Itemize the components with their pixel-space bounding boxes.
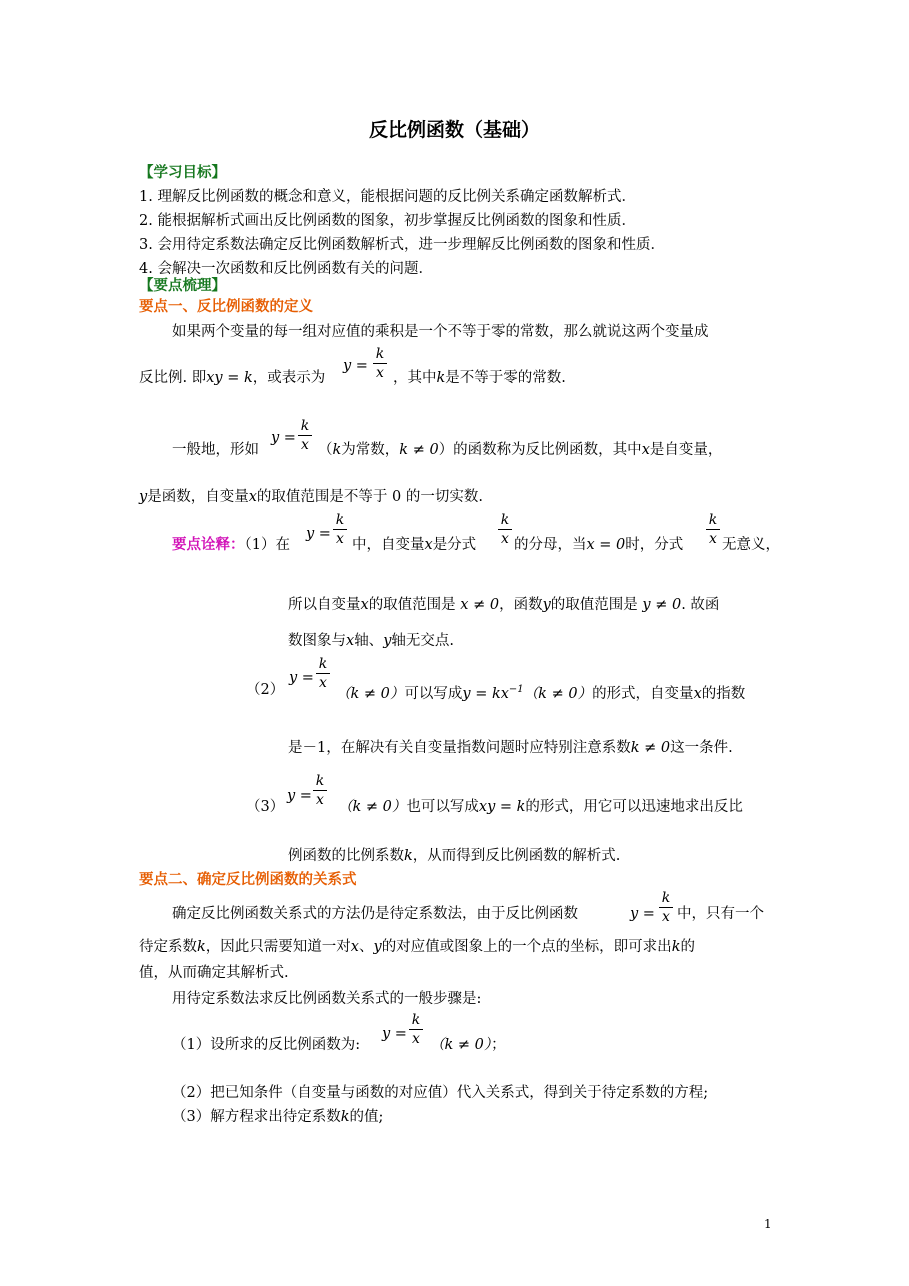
text: （3） [246, 799, 285, 815]
text: ，或表示为 [252, 370, 326, 386]
text: 的形式，自变量 [592, 685, 694, 702]
text: 这一条件. [670, 740, 733, 756]
text: 值，从而确定其解析式. [139, 965, 289, 981]
text: 的值; [349, 1109, 384, 1125]
math-k-neq-0: k ≠ 0 [399, 442, 439, 458]
text: 是函数，自变量 [147, 489, 249, 505]
text: ，其中 [393, 370, 437, 386]
paragraph-line [393, 368, 566, 388]
text: 轴无交点. [391, 633, 454, 649]
math-y-eq: y = [343, 358, 368, 374]
math-x: x [360, 597, 369, 613]
math-k-neq-0: k ≠ 0 [630, 740, 671, 756]
text: 可以写成 [404, 685, 463, 702]
frac-den: x [709, 531, 717, 547]
text: 无意义， [722, 537, 780, 553]
paragraph-line [514, 535, 683, 555]
text: （1）在 [244, 537, 290, 553]
math-x-eq-0: x = 0 [586, 537, 626, 553]
text: 是不等于零的常数. [445, 370, 566, 386]
text: ，因此只需要知道一对 [205, 939, 351, 955]
summary-heading: 【要点梳理】 [139, 278, 226, 294]
math-y-eq: y = [271, 430, 296, 446]
frac-bar [313, 790, 327, 791]
math-x-neq-0: x ≠ 0 [460, 597, 500, 613]
goal-item: 4. 会解决一次函数和反比例函数有关的问题． [139, 261, 433, 277]
frac-num: k [500, 512, 510, 528]
math-xyk: xy = k [206, 370, 253, 386]
text: 的取值范围是 [550, 597, 638, 613]
math-y: y [139, 489, 148, 505]
frac-bar [373, 363, 387, 364]
goal-item: 1. 理解反比例函数的概念和意义，能根据问题的反比例关系确定函数解析式． [139, 189, 636, 205]
paragraph-line [338, 797, 743, 817]
text: 待定系数 [139, 939, 197, 955]
paragraph-line [318, 440, 722, 460]
math-y: y [373, 939, 382, 955]
math-y-eq: y = [306, 526, 331, 542]
text: （2）把已知条件（自变量与函数的对应值）代入关系式，得到关于待定系数的方程; [172, 1085, 709, 1101]
text: 的形式，用它可以迅速地求出反比 [525, 799, 743, 815]
paragraph-line [430, 1035, 506, 1055]
math-xyk: xy = k [478, 799, 526, 815]
frac-den: x [662, 909, 670, 925]
goal-item: 3. 会用待定系数法确定反比例函数解析式，进一步理解反比例函数的图象和性质． [139, 237, 665, 253]
text: 的 [680, 939, 695, 955]
math-k-neq-0: （k ≠ 0） [336, 685, 405, 702]
paragraph-line [288, 595, 719, 615]
math-y-neq-0: y ≠ 0 [642, 597, 682, 613]
frac-bar [409, 1029, 423, 1030]
math-y-eq: y = [382, 1026, 407, 1042]
text: 为常数， [341, 442, 400, 458]
math-k-neq-0: （k ≠ 0） [338, 799, 407, 815]
frac-den: x [412, 1031, 420, 1047]
text: 、 [358, 939, 374, 955]
frac-den: x [316, 792, 324, 808]
math-k: k [436, 370, 446, 386]
paragraph-line [172, 1107, 383, 1127]
paragraph-line [139, 368, 325, 388]
fraction-k-over-x [706, 512, 720, 547]
fraction-k-over-x [333, 512, 347, 547]
paragraph-line [139, 487, 483, 507]
text: ； [491, 1037, 506, 1053]
paragraph-line [288, 846, 620, 866]
page-number: 1 [764, 1217, 772, 1231]
text: 例函数的比例系数 [288, 848, 404, 864]
text: ，从而得到反比例函数的解析式. [412, 848, 621, 864]
text: （1）设所求的反比例函数为: [172, 1037, 361, 1053]
math-k: k [197, 939, 206, 955]
math-x: x [346, 633, 355, 649]
math-y-eq: y = [287, 788, 312, 804]
frac-bar [298, 435, 312, 436]
goals-heading: 【学习目标】 [139, 165, 226, 181]
text: 反比例. 即 [139, 370, 207, 386]
text: 是－1，在解决有关自变量指数问题时应特别注意系数 [288, 740, 631, 756]
point1-heading: 要点一、反比例函数的定义 [139, 299, 313, 315]
text: 所以自变量 [288, 597, 361, 613]
fraction-k-over-x [316, 656, 330, 691]
frac-bar [316, 673, 330, 674]
math-kx-inv: y = kx [462, 685, 509, 702]
frac-bar [706, 529, 720, 530]
frac-num: k [375, 346, 385, 362]
math-x: x [248, 489, 257, 505]
text: . 故函 [681, 597, 720, 613]
page-title: 反比例函数（基础） [368, 119, 540, 141]
text: 轴、 [354, 633, 384, 649]
fraction-k-over-x [409, 1012, 423, 1047]
text: （3）解方程求出待定系数 [172, 1109, 341, 1125]
math-exponent: −1 [508, 684, 524, 695]
math-k: k [671, 939, 681, 955]
math-y-eq: y = [630, 906, 655, 922]
frac-num: k [708, 512, 718, 528]
note-label: 要点诠释： [172, 537, 245, 553]
fraction-k-over-x [659, 890, 673, 925]
text: 时，分式 [625, 537, 684, 553]
text: 数图象与 [288, 633, 346, 649]
text: 的分母，当 [514, 537, 587, 553]
fraction-k-over-x [313, 773, 327, 808]
frac-num: k [318, 656, 328, 672]
paragraph-line [172, 535, 290, 555]
math-k-neq-0: （k ≠ 0） [523, 685, 593, 702]
frac-bar [333, 529, 347, 530]
frac-den: x [501, 531, 509, 547]
text: 中，自变量 [352, 537, 425, 553]
paragraph-line [288, 631, 454, 651]
math-x: x [641, 442, 650, 458]
text: 的取值范围是 [368, 597, 456, 613]
frac-num: k [315, 773, 325, 789]
paragraph-line [352, 535, 476, 555]
math-x: x [693, 685, 702, 702]
fraction-k-over-x [498, 512, 512, 547]
frac-num: k [300, 418, 310, 434]
fraction-k-over-x [298, 418, 312, 453]
fraction-k-over-x [373, 346, 387, 381]
paragraph-line [139, 937, 695, 957]
math-k-neq-0: （k ≠ 0） [430, 1037, 492, 1053]
point2-heading: 要点二、确定反比例函数的关系式 [139, 872, 357, 888]
frac-den: x [336, 531, 344, 547]
text: （2） [246, 682, 285, 698]
math-y: y [542, 597, 551, 613]
text: 是分式 [432, 537, 477, 553]
text: 的取值范围是不等于 0 的一切实数. [256, 489, 483, 505]
text: 一般地，形如 [172, 442, 259, 458]
text: 用待定系数法求反比例函数关系式的一般步骤是: [172, 991, 482, 1007]
math-x: x [424, 537, 433, 553]
paragraph: 如果两个变量的每一组对应值的乘积是一个不等于零的常数，那么就说这两个变量成 [172, 324, 709, 340]
frac-den: x [319, 675, 327, 691]
frac-den: x [301, 437, 309, 453]
frac-den: x [376, 365, 384, 381]
text: 也可以写成 [406, 799, 479, 815]
text: ）的函数称为反比例函数，其中 [438, 442, 642, 458]
math-y: y [383, 633, 392, 649]
frac-bar [659, 907, 673, 908]
text: 中，只有一个 [677, 906, 764, 922]
math-k: k [404, 848, 413, 864]
math-k: k [340, 1109, 350, 1125]
text: 的指数 [701, 685, 746, 702]
frac-bar [498, 529, 512, 530]
paragraph-line [336, 680, 745, 704]
math-y-eq: y = [289, 670, 314, 686]
math-x: x [350, 939, 359, 955]
frac-num: k [411, 1012, 421, 1028]
goal-item: 2. 能根据解析式画出反比例函数的图象，初步掌握反比例函数的图象和性质． [139, 213, 636, 229]
paragraph-line [288, 738, 733, 758]
math-k: k [332, 442, 342, 458]
frac-num: k [661, 890, 671, 906]
text: ，函数 [499, 597, 543, 613]
frac-num: k [335, 512, 345, 528]
text: （ [318, 442, 333, 458]
text: 是自变量， [649, 442, 723, 458]
text: 的对应值或图象上的一个点的坐标，即可求出 [381, 939, 672, 955]
text: 确定反比例函数关系式的方法仍是待定系数法，由于反比例函数 [172, 906, 578, 922]
